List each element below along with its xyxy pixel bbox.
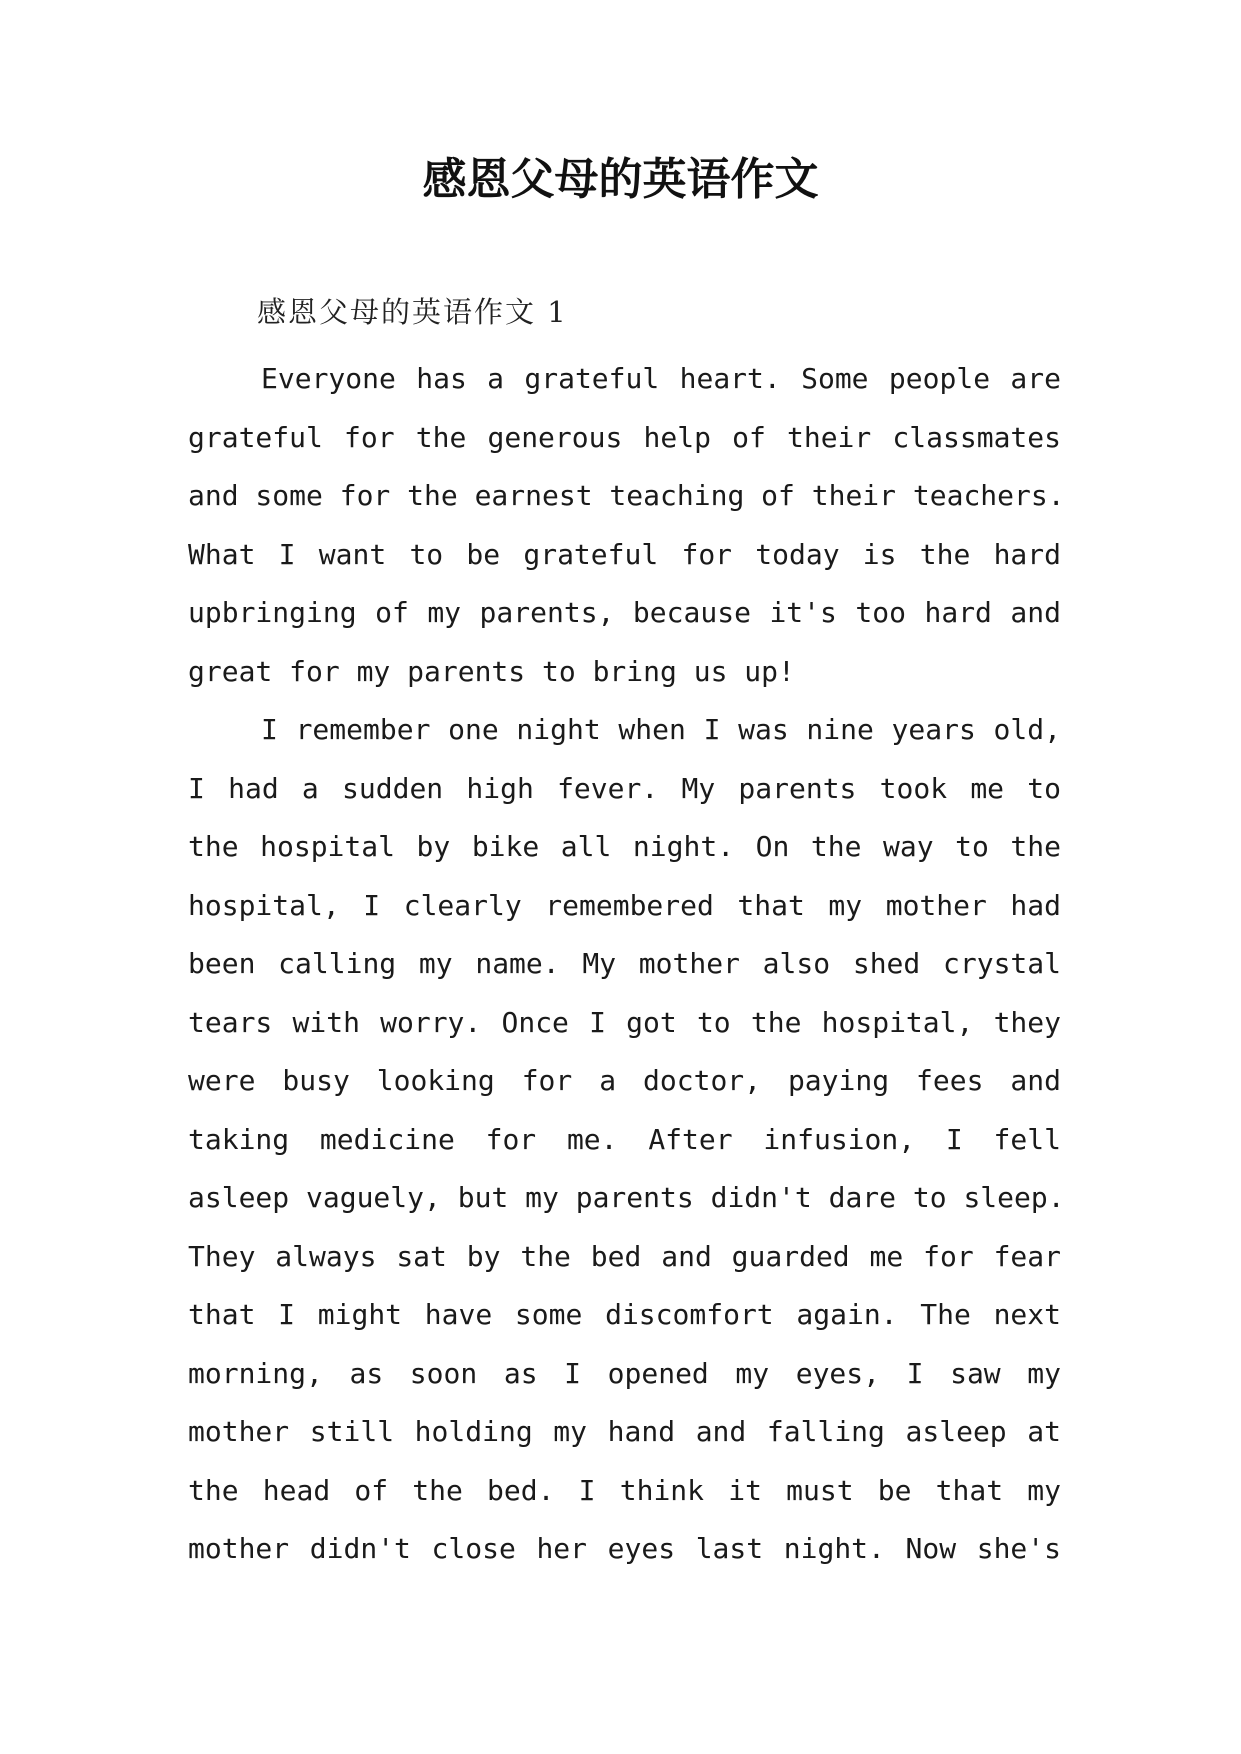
paragraph-2-line: mother didn't close her eyes last night. Now she's [188,1532,1061,1565]
paragraph-1-line: great for my parents to bring us up! [188,654,795,688]
document-body [188,350,1065,1579]
paragraph-2-line: I had a sudden high fever. My parents took me to [188,771,1061,805]
paragraph-2-line: I remember one night when I was nine years old, [261,713,1061,746]
paragraph-2-line: were busy looking for a doctor, paying fees and [188,1064,1061,1097]
document-title: 感恩父母的英语作文 [422,154,819,205]
paragraph-2-line: morning, as soon as I opened my eyes, I saw my [188,1356,1061,1390]
paragraph-1-line: upbringing of my parents, because it's too hard and [188,596,1061,629]
paragraph-1-line: What I want to be grateful for today is the hard [188,537,1061,571]
paragraph-2-line: been calling my name. My mother also shed crystal [188,947,1061,980]
paragraph-1-line: grateful for the generous help of their classmates [188,420,1061,454]
paragraph-2-line: that I might have some discomfort again. The next [188,1298,1061,1331]
paragraph-2-line: the hospital by bike all night. On the way to the [188,830,1061,863]
paragraph-2-line: asleep vaguely, but my parents didn't dare to sleep. [188,1181,1065,1214]
paragraph-2-line: hospital, I clearly remembered that my mother had [188,888,1061,922]
section-heading: 感恩父母的英语作文 1 [257,295,568,329]
paragraph-2-line: taking medicine for me. After infusion, I fell [188,1122,1061,1156]
paragraph-2-line: mother still holding my hand and falling asleep at [188,1415,1061,1448]
paragraph-1-line: and some for the earnest teaching of their teachers. [188,479,1065,512]
paragraph-2-line: tears with worry. Once I got to the hospital, they [188,1005,1061,1039]
paragraph-2-line: They always sat by the bed and guarded me for fear [188,1239,1061,1273]
paragraph-2-line: the head of the bed. I think it must be that my [188,1473,1061,1507]
paragraph-1-line: Everyone has a grateful heart. Some people are [261,362,1061,395]
